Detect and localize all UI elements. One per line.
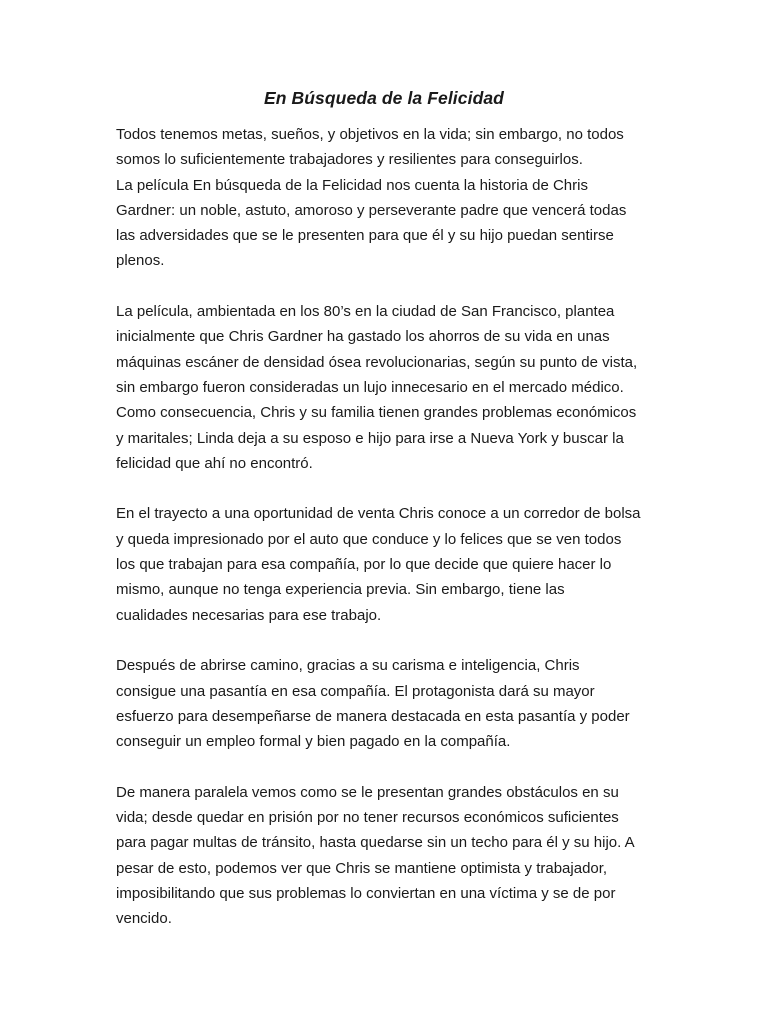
text-line: vida; desde quedar en prisión por no tener recursos económicos suficientes [116,809,619,827]
paragraph-3 [116,299,676,476]
text-line: imposibilitando que sus problemas lo conviertan en una víctima y se de por [116,884,616,902]
paragraph-1 [116,122,676,173]
text-line: sin embargo fueron consideradas un lujo innecesario en el mercado médico. [116,378,624,396]
text-line: máquinas escáner de densidad ósea revolucionarias, según su punto de vista, [116,353,638,371]
paragraph-6 [116,780,676,932]
text-line: mismo, aunque no tenga experiencia previa. Sin embargo, tiene las [116,581,565,599]
text-line: Como consecuencia, Chris y su familia tienen grandes problemas económicos [116,404,637,422]
text-line: plenos. [116,252,165,270]
paragraph-4 [116,501,676,627]
text-line: las adversidades que se le presenten para que él y su hijo puedan sentirse [116,227,614,245]
text-line: pesar de esto, podemos ver que Chris se mantiene optimista y trabajador, [116,859,608,877]
text-line: cualidades necesarias para ese trabajo. [116,606,382,624]
text-line: conseguir un empleo formal y bien pagado en la compañía. [116,733,511,751]
text-line: para pagar multas de tránsito, hasta quedarse sin un techo para él y su hijo. A [116,834,635,852]
text-line: consigue una pasantía en esa compañía. El protagonista dará su mayor [116,682,595,700]
text-line: los que trabajan para esa compañía, por lo que decide que quiere hacer lo [116,556,612,574]
text-line: somos lo suficientemente trabajadores y resilientes para conseguirlos. [116,151,583,169]
text-line: La película, ambientada en los 80’s en la ciudad de San Francisco, plantea [116,303,615,321]
text-line: De manera paralela vemos como se le presentan grandes obstáculos en su [116,783,619,801]
document-title: En Búsqueda de la Felicidad [264,88,504,108]
text-line: La película En búsqueda de la Felicidad nos cuenta la historia de Chris [116,176,588,194]
text-line: y queda impresionado por el auto que conduce y lo felices que se ven todos [116,530,622,548]
paragraph-2 [116,173,676,274]
text-line: felicidad que ahí no encontró. [116,454,313,472]
document-body [116,122,676,932]
text-line: En el trayecto a una oportunidad de venta Chris conoce a un corredor de bolsa [116,505,641,523]
paragraph-5 [116,653,676,754]
text-line: Todos tenemos metas, sueños, y objetivos en la vida; sin embargo, no todos [116,126,624,143]
text-line: vencido. [116,910,172,928]
text-line: inicialmente que Chris Gardner ha gastado los ahorros de su vida en unas [116,328,610,346]
text-line: Después de abrirse camino, gracias a su carisma e inteligencia, Chris [116,657,580,675]
text-line: y maritales; Linda deja a su esposo e hijo para irse a Nueva York y buscar la [116,429,624,447]
text-line: Gardner: un noble, astuto, amoroso y perseverante padre que vencerá todas [116,201,627,219]
text-line: esfuerzo para desempeñarse de manera destacada en esta pasantía y poder [116,707,630,725]
